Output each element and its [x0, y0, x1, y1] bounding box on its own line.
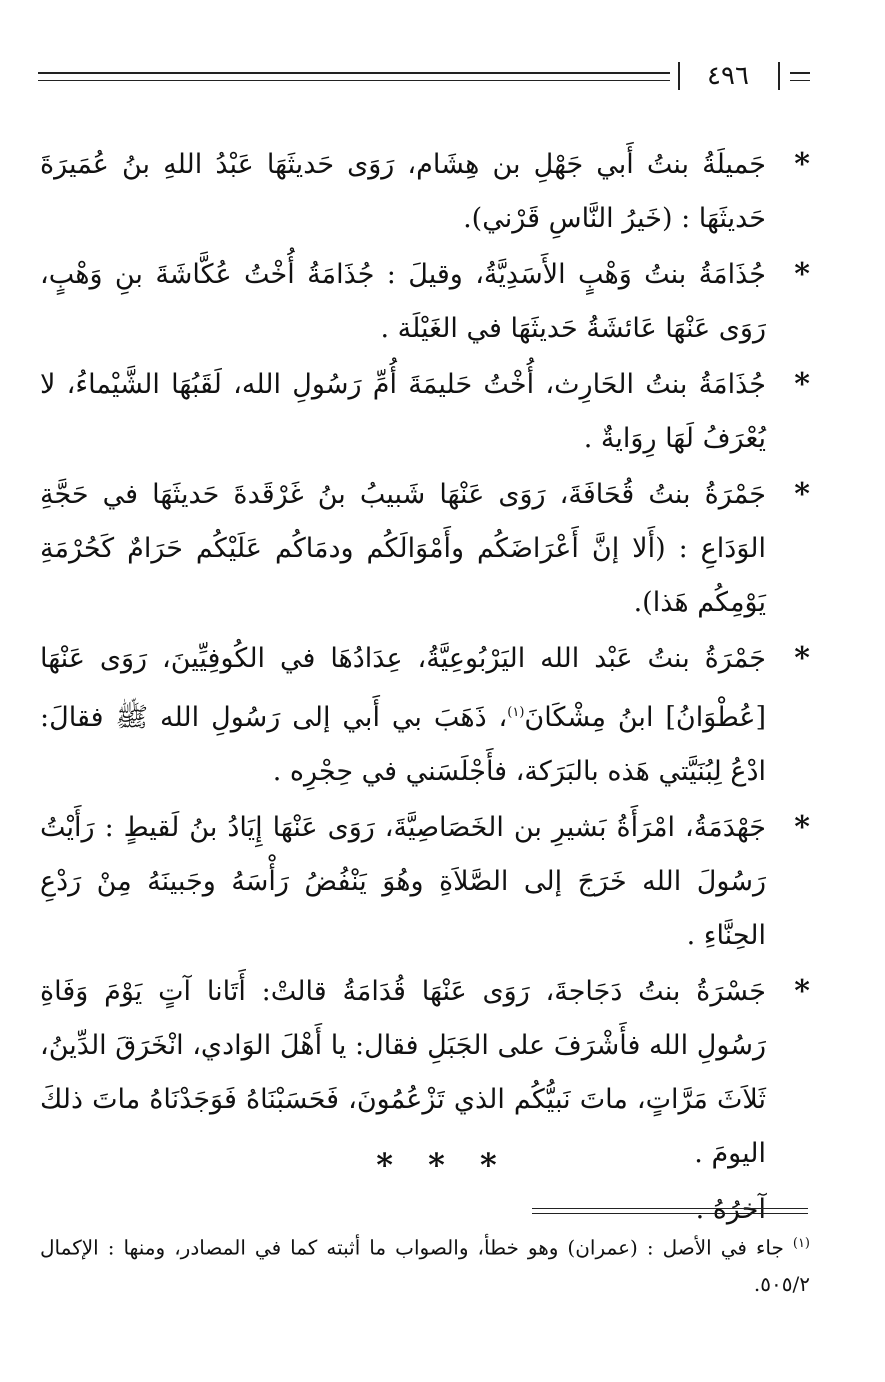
closing-line: آخرُهُ . [695, 1194, 766, 1225]
entry-judhama-harith [40, 358, 810, 466]
entry-jamila [40, 138, 810, 246]
entry-jahdama [40, 801, 810, 963]
page-number: ٤٩٦ [707, 61, 749, 91]
entry-bullet: * [794, 477, 810, 512]
footnote-rule [532, 1208, 808, 1214]
section-separator: * * * [376, 1146, 509, 1184]
entry-text-continued: ، ذَهَبَ بي أَبي إلى رَسُولِ الله ﷺ فقالَ: ادْعُ لِبُنَيَّتي هَذه بالبَرَكة، فأَجْلَسَني في حِجْرِه . [40, 702, 766, 787]
entry-bullet: * [794, 974, 810, 1009]
entry-judhama-asadiyya [40, 248, 810, 356]
entry-text: جَمْرَةُ بنتُ قُحَافَةَ، رَوَى عَنْهَا شَبيبُ بنُ غَرْقَدةَ حَديثَهَا في حَجَّةِ الوَدَاعِ : (أَلا إنَّ أَعْرَاضَكُم وأَمْوَالَكُم ودمَاكُم عَلَيْكُم حَرَامٌ كَحُرْمَةِ يَوْمِكُم هَذا). [40, 479, 766, 618]
footnote [40, 1226, 810, 1302]
entry-text: جَسْرَةُ بنتُ دَجَاجةَ، رَوَى عَنْهَا قُدَامَةُ قالتْ: أَتَانا آتٍ يَوْمَ وَفَاةِ رَسُولِ الله فأَشْرَفَ على الجَبَلِ فقال: يا أَهْلَ الوَادي، انْخَرَقَ الدِّينُ، ثَلاَثَ مَرَّاتٍ، ماتَ نَبيُّكُم الذي تَزْعُمُونَ، فَحَسَبْنَاهُ فَوَجَدْنَاهُ ماتَ ذلكَ اليومَ . [40, 976, 766, 1169]
entry-bullet: * [794, 810, 810, 845]
header-rule-right [790, 72, 810, 81]
entry-text: جُذَامَةُ بنتُ وَهْبٍ الأَسَدِيَّةُ، وقيلَ : جُذَامَةُ أُخْتُ عُكَّاشَةَ بنِ وَهْبٍ، رَوَى عَنْهَا عَائشَةُ حَديثَهَا في الغَيْلَة . [40, 259, 766, 344]
entry-text: جَميلَةُ بنتُ أَبي جَهْلِ بن هِشَام، رَوَى حَديثَهَا عَبْدُ اللهِ بنُ عُمَيرَةَ حَديثَهَا : (خَيرُ النَّاسِ قَرْني). [40, 149, 766, 234]
footnote-text: جاء في الأصل : (عمران) وهو خطأ، والصواب ما أثبته كما في المصادر، ومنها : الإكمال ٥٠٥/٢. [40, 1235, 810, 1296]
entry-jamra-quhafa [40, 468, 810, 630]
page-header [38, 60, 810, 96]
page-body [40, 138, 810, 1237]
footnote-mark: (١) [792, 1236, 810, 1251]
entry-text: جَهْدَمَةُ، امْرَأَةُ بَشيرِ بن الخَصَاصِيَّةَ، رَوَى عَنْهَا إِيَادُ بنُ لَقيطٍ : رَأَيْتُ رَسُولَ الله خَرَجَ إلى الصَّلاَةِ وهُوَ يَنْفُضُ رَأْسَهُ وجَبينَهُ مِنْ رَدْعِ الحِنَّاءِ . [40, 812, 766, 951]
entry-text: جُذَامَةُ بنتُ الحَارِث، أُخْتُ حَليمَةَ أُمِّ رَسُولِ الله، لَقَبُهَا الشَّيْماءُ، لا يُعْرَفُ لَهَا رِوَايةٌ . [40, 369, 766, 454]
header-divider-right [778, 62, 780, 90]
entry-bullet: * [794, 147, 810, 182]
footnote-reference[interactable]: (١) [507, 705, 525, 720]
header-rule-left [38, 72, 670, 81]
entry-bullet: * [794, 257, 810, 292]
header-divider-left [678, 62, 680, 90]
entry-text: جَمْرَةُ بنتُ عَبْد الله اليَرْبُوعِيَّةُ، عِدَادُهَا في الكُوفِيِّينَ، رَوَى عَنْهَا [عُطْوَانُ] ابنُ مِشْكَانَ [40, 643, 766, 733]
entry-jamra-yarbuiyya [40, 632, 810, 799]
entry-bullet: * [794, 641, 810, 676]
entry-bullet: * [794, 367, 810, 402]
